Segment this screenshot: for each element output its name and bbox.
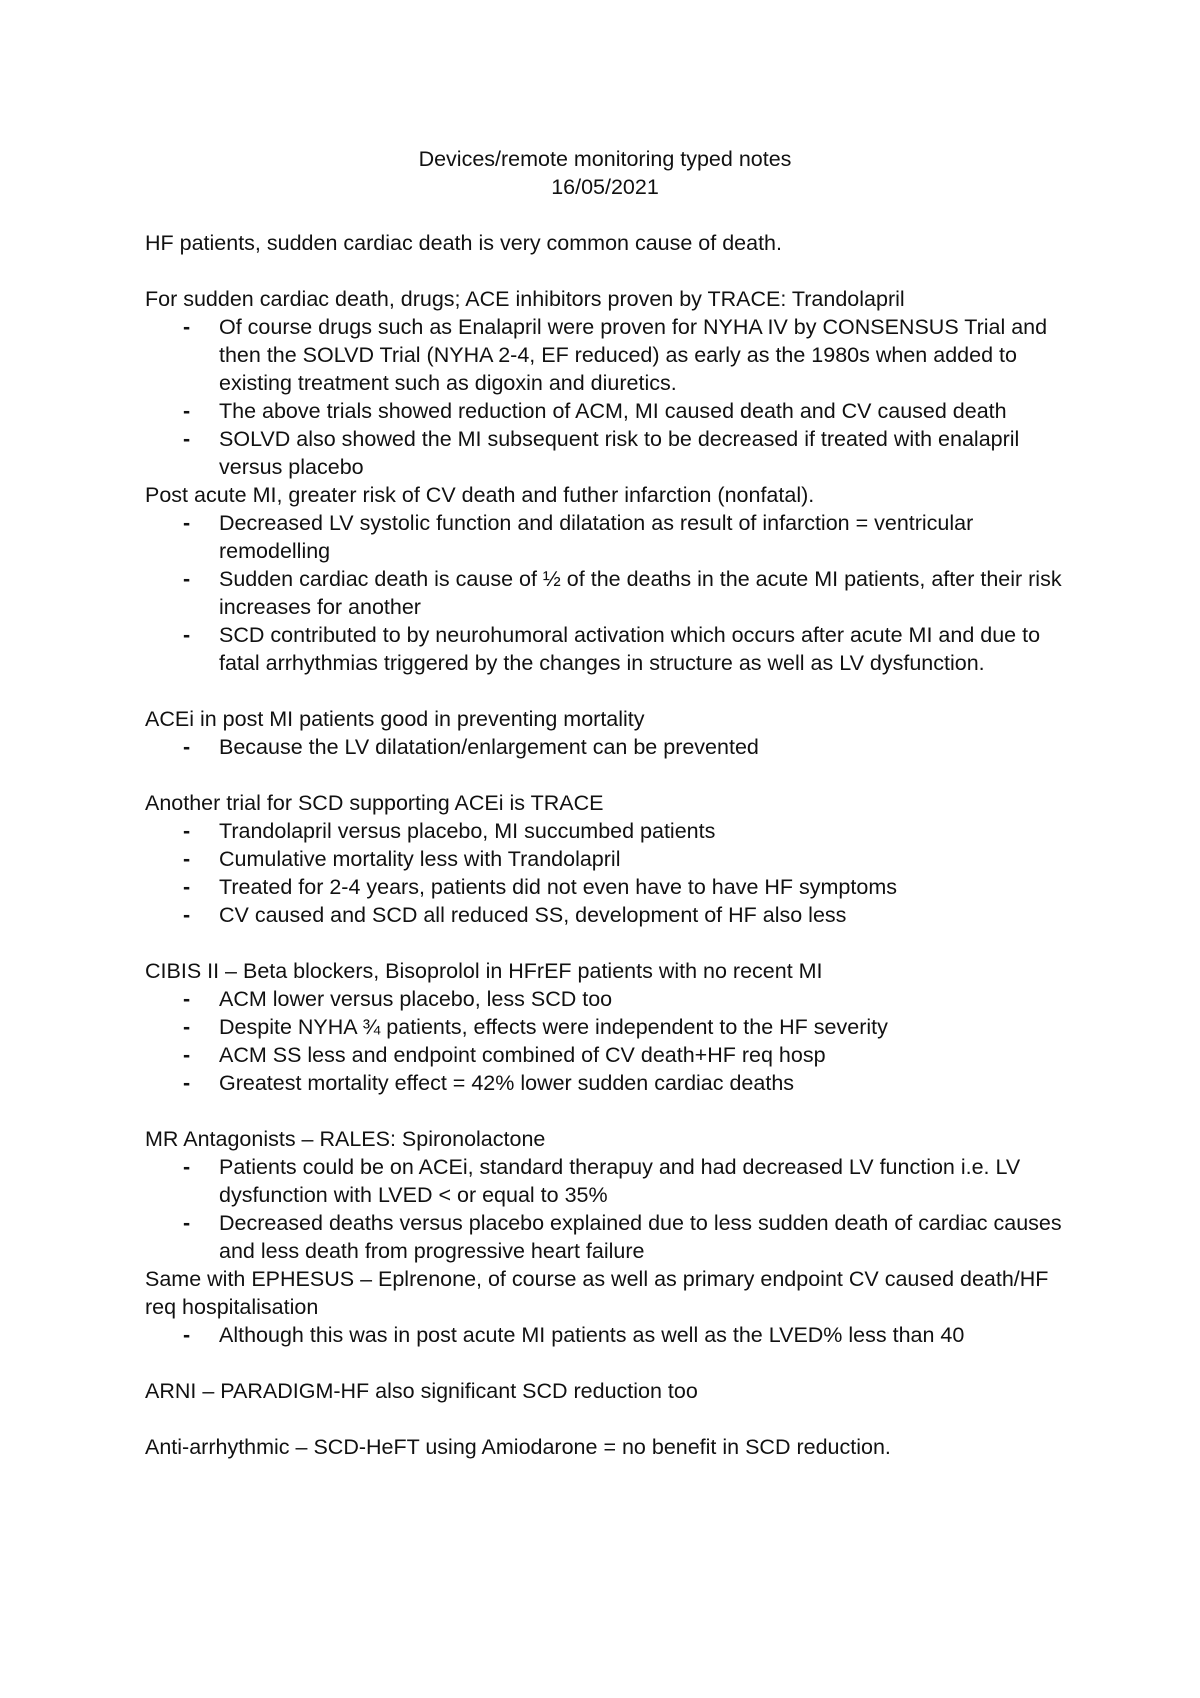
list-item-text: The above trials showed reduction of ACM, MI caused death and CV caused death (219, 399, 1007, 423)
bullet-dash-icon: - (183, 623, 191, 647)
bullet-dash-icon: - (183, 1211, 191, 1235)
bullet-dash-icon: - (183, 567, 191, 591)
list-item-text: SOLVD also showed the MI subsequent risk to be decreased if treated with enalapril versus placebo (219, 427, 1020, 479)
spacer (145, 1097, 1065, 1125)
list-item (145, 621, 1065, 677)
list-item-text: ACM SS less and endpoint combined of CV death+HF req hosp (219, 1043, 826, 1067)
bullet-dash-icon: - (183, 1071, 191, 1095)
document-page (145, 145, 1065, 1461)
list-item (145, 733, 1065, 761)
list-item (145, 1153, 1065, 1209)
bullet-list (145, 817, 1065, 929)
document-body (145, 229, 1065, 1461)
bullet-dash-icon: - (183, 903, 191, 927)
list-item-text: Decreased deaths versus placebo explained due to less sudden death of cardiac causes and less death from progressive heart failure (219, 1211, 1062, 1263)
list-item (145, 313, 1065, 397)
list-item (145, 985, 1065, 1013)
list-item (145, 565, 1065, 621)
paragraph: ACEi in post MI patients good in preventing mortality (145, 707, 645, 731)
bullet-list (145, 1153, 1065, 1265)
list-item-text: Treated for 2-4 years, patients did not even have to have HF symptoms (219, 875, 897, 899)
spacer (145, 1349, 1065, 1377)
list-item (145, 1209, 1065, 1265)
bullet-list (145, 509, 1065, 677)
list-item (145, 1013, 1065, 1041)
list-item (145, 1069, 1065, 1097)
list-item (145, 425, 1065, 481)
bullet-dash-icon: - (183, 1323, 191, 1347)
spacer (145, 257, 1065, 285)
bullet-dash-icon: - (183, 1155, 191, 1179)
bullet-list (145, 733, 1065, 761)
paragraph: Same with EPHESUS – Eplrenone, of course as well as primary endpoint CV caused death/HF req hospitalisation (145, 1267, 1049, 1319)
bullet-dash-icon: - (183, 819, 191, 843)
paragraph: For sudden cardiac death, drugs; ACE inhibitors proven by TRACE: Trandolapril (145, 287, 905, 311)
paragraph: ARNI – PARADIGM-HF also significant SCD reduction too (145, 1379, 698, 1403)
bullet-dash-icon: - (183, 511, 191, 535)
list-item (145, 509, 1065, 565)
list-item-text: Cumulative mortality less with Trandolapril (219, 847, 621, 871)
list-item-text: CV caused and SCD all reduced SS, development of HF also less (219, 903, 847, 927)
spacer (145, 201, 1065, 229)
paragraph: Anti-arrhythmic – SCD-HeFT using Amiodarone = no benefit in SCD reduction. (145, 1435, 891, 1459)
spacer (145, 677, 1065, 705)
bullet-dash-icon: - (183, 315, 191, 339)
list-item (145, 817, 1065, 845)
bullet-dash-icon: - (183, 1015, 191, 1039)
paragraph: Post acute MI, greater risk of CV death and futher infarction (nonfatal). (145, 483, 815, 507)
spacer (145, 1405, 1065, 1433)
bullet-dash-icon: - (183, 427, 191, 451)
list-item (145, 845, 1065, 873)
list-item (145, 1041, 1065, 1069)
list-item-text: Greatest mortality effect = 42% lower sudden cardiac deaths (219, 1071, 795, 1095)
bullet-dash-icon: - (183, 987, 191, 1011)
list-item-text: Of course drugs such as Enalapril were proven for NYHA IV by CONSENSUS Trial and then the SOLVD Trial (NYHA 2-4, EF reduced) as early as the 1980s when added to existing treatment such as digoxin and diuretics. (219, 315, 1048, 395)
list-item-text: SCD contributed to by neurohumoral activation which occurs after acute MI and due to fatal arrhythmias triggered by the changes in structure as well as LV dysfunction. (219, 623, 1041, 675)
spacer (145, 761, 1065, 789)
list-item-text: Sudden cardiac death is cause of ½ of the deaths in the acute MI patients, after their risk increases for another (219, 567, 1062, 619)
paragraph: Another trial for SCD supporting ACEi is TRACE (145, 791, 604, 815)
list-item (145, 397, 1065, 425)
paragraph: HF patients, sudden cardiac death is very common cause of death. (145, 231, 782, 255)
document-date: 16/05/2021 (551, 175, 659, 199)
list-item (145, 901, 1065, 929)
list-item (145, 1321, 1065, 1349)
title-block (145, 145, 1065, 201)
list-item-text: Trandolapril versus placebo, MI succumbed patients (219, 819, 716, 843)
list-item-text: ACM lower versus placebo, less SCD too (219, 987, 613, 1011)
paragraph: CIBIS II – Beta blockers, Bisoprolol in HFrEF patients with no recent MI (145, 959, 823, 983)
bullet-list (145, 985, 1065, 1097)
spacer (145, 929, 1065, 957)
list-item-text: Decreased LV systolic function and dilatation as result of infarction = ventricular remodelling (219, 511, 974, 563)
bullet-dash-icon: - (183, 1043, 191, 1067)
bullet-dash-icon: - (183, 399, 191, 423)
list-item-text: Although this was in post acute MI patients as well as the LVED% less than 40 (219, 1323, 965, 1347)
bullet-dash-icon: - (183, 847, 191, 871)
bullet-list (145, 313, 1065, 481)
paragraph: MR Antagonists – RALES: Spironolactone (145, 1127, 546, 1151)
bullet-dash-icon: - (183, 875, 191, 899)
list-item-text: Because the LV dilatation/enlargement can be prevented (219, 735, 759, 759)
list-item-text: Patients could be on ACEi, standard therapuy and had decreased LV function i.e. LV dysfunction with LVED < or equal to 35% (219, 1155, 1021, 1207)
list-item-text: Despite NYHA ¾ patients, effects were independent to the HF severity (219, 1015, 888, 1039)
bullet-list (145, 1321, 1065, 1349)
bullet-dash-icon: - (183, 735, 191, 759)
document-title: Devices/remote monitoring typed notes (418, 147, 792, 171)
list-item (145, 873, 1065, 901)
